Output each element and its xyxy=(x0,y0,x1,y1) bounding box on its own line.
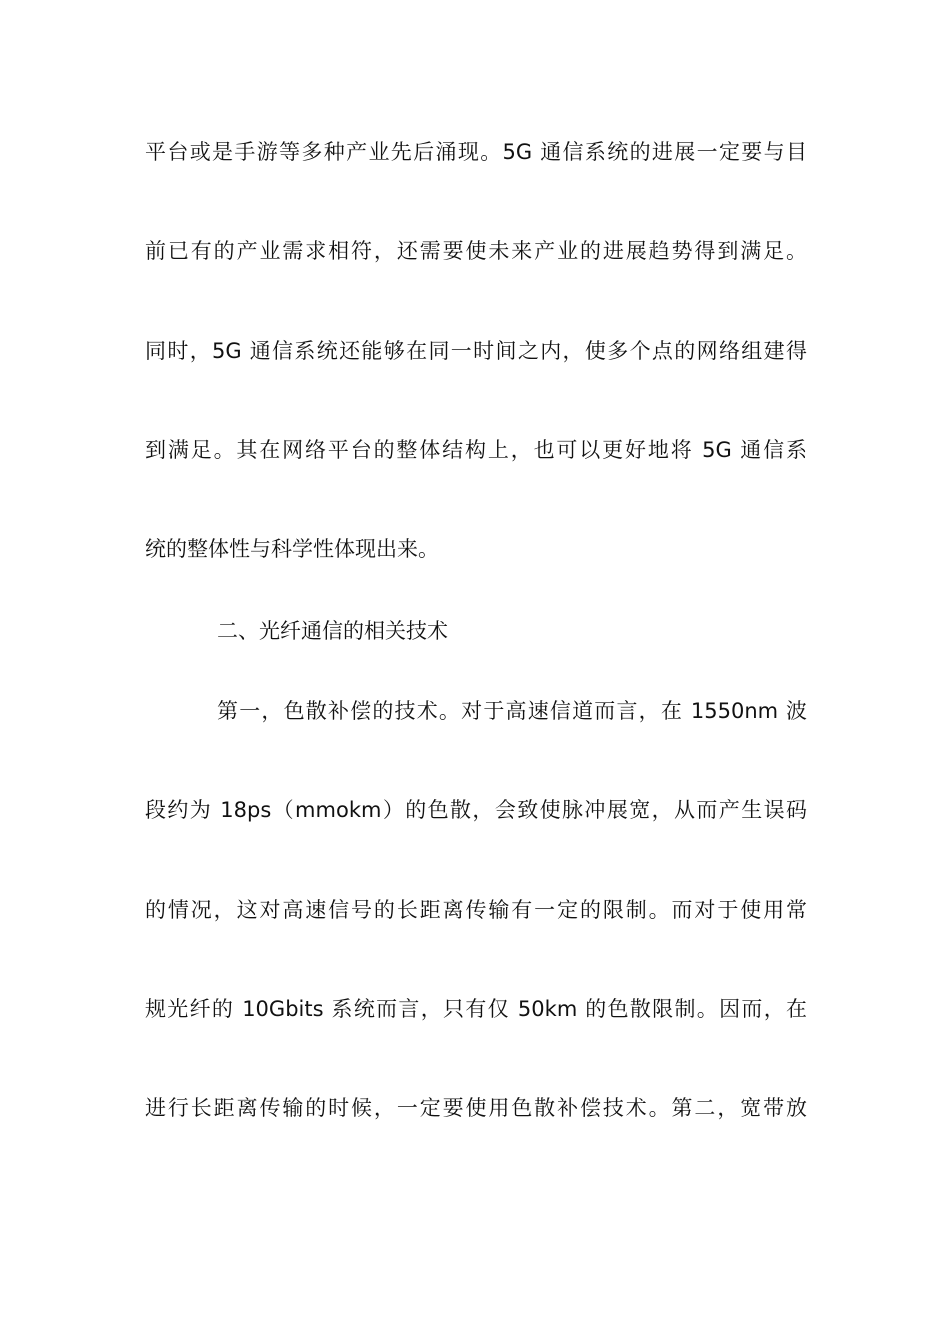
paragraph-line: 统的整体性与科学性体现出来。 xyxy=(145,537,439,561)
paragraph-line: 的情况，这对高速信号的长距离传输有一定的限制。而对于使用常 xyxy=(145,898,807,922)
paragraph-line: 进行长距离传输的时候，一定要使用色散补偿技术。第二，宽带放 xyxy=(145,1096,807,1120)
paragraph-line: 第一，色散补偿的技术。对于高速信道而言，在 1550nm 波 xyxy=(217,699,807,723)
paragraph-line: 到满足。其在网络平台的整体结构上，也可以更好地将 5G 通信系 xyxy=(145,438,807,462)
paragraph-line: 平台或是手游等多种产业先后涌现。5G 通信系统的进展一定要与目 xyxy=(145,140,807,164)
paragraph-line: 段约为 18ps（mmokm）的色散，会致使脉冲展宽，从而产生误码 xyxy=(145,798,807,822)
paragraph-line: 前已有的产业需求相符，还需要使未来产业的进展趋势得到满足。 xyxy=(145,239,807,263)
section-heading: 二、光纤通信的相关技术 xyxy=(217,619,448,643)
paragraph-line: 同时，5G 通信系统还能够在同一时间之内，使多个点的网络组建得 xyxy=(145,339,807,363)
paragraph-line: 规光纤的 10Gbits 系统而言，只有仅 50km 的色散限制。因而，在 xyxy=(145,997,807,1021)
